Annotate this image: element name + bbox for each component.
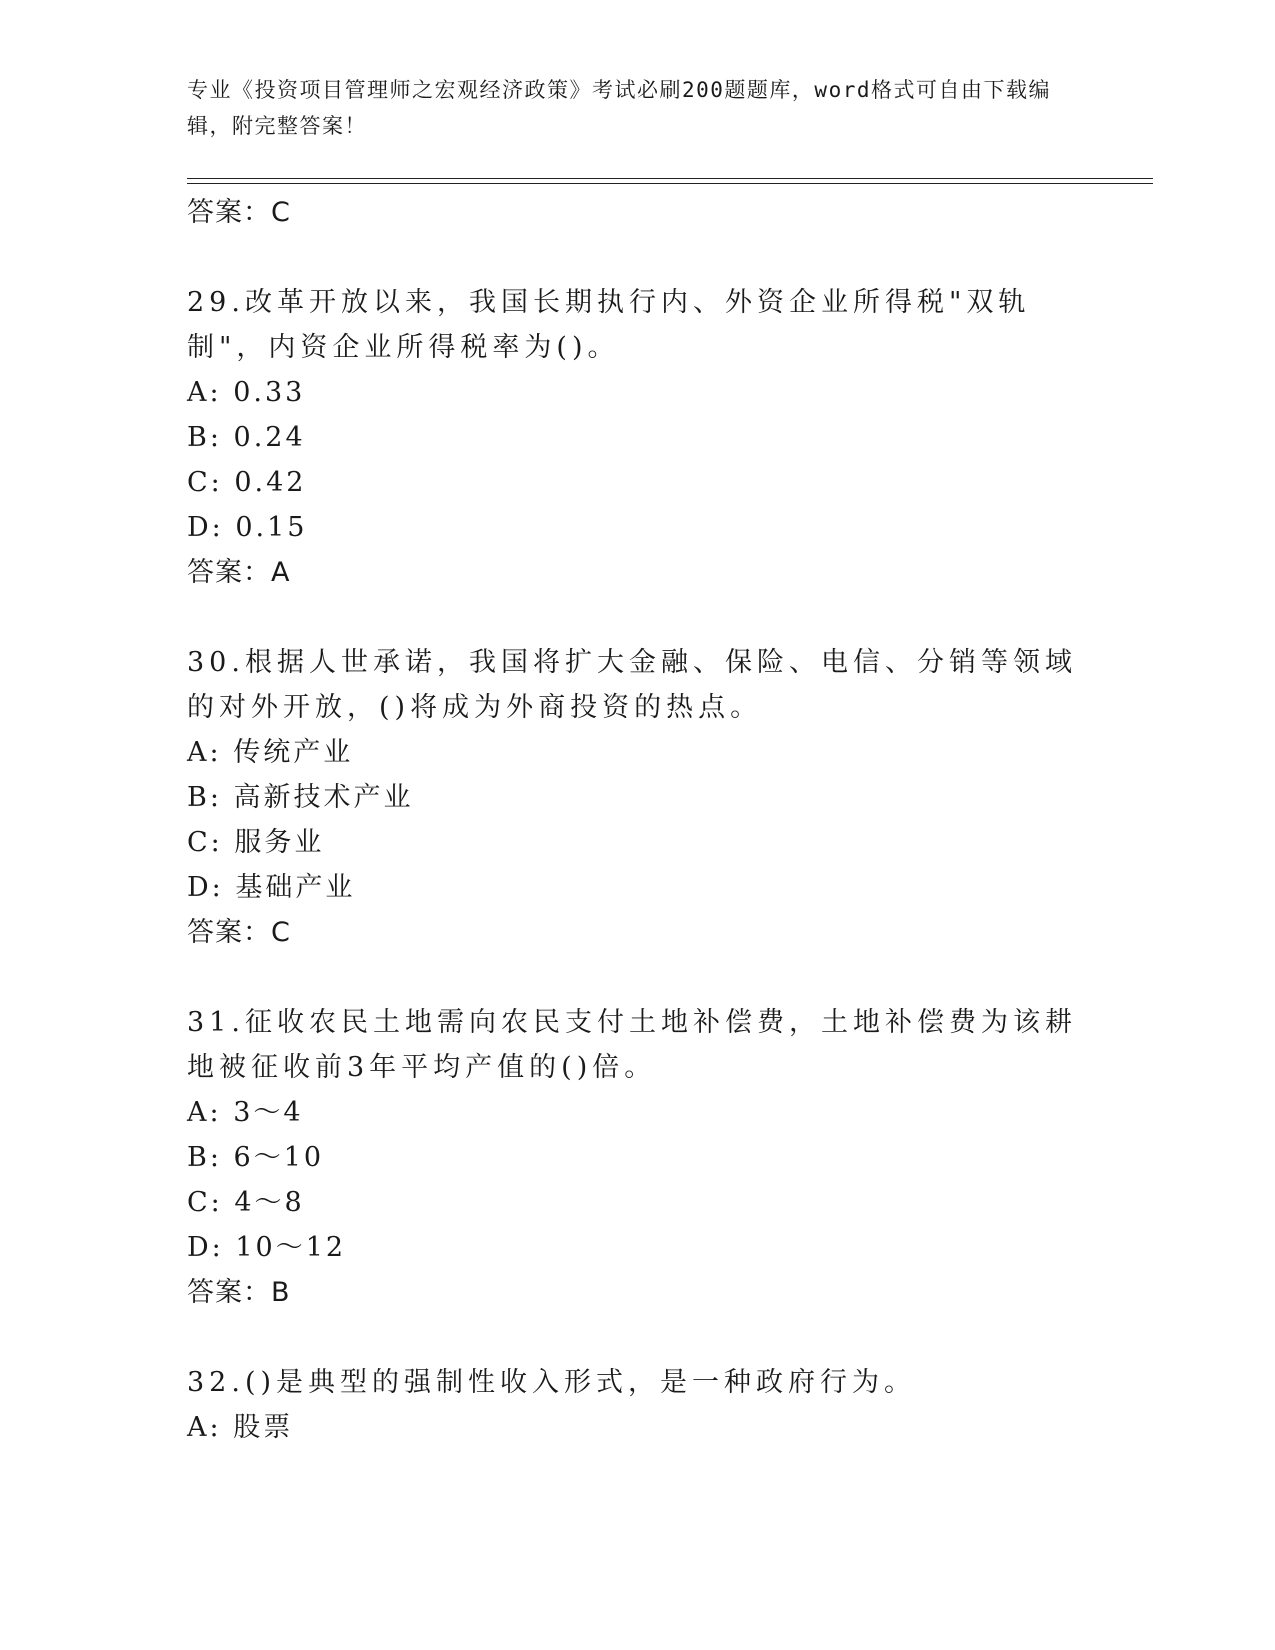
option-a [187, 370, 1087, 415]
option-key: B: [187, 422, 222, 453]
option-key: A: [187, 377, 222, 408]
question-32 [187, 1360, 1087, 1450]
option-value: 0.15 [235, 512, 308, 543]
question-30 [187, 640, 1087, 955]
option-value: 传统产业 [233, 737, 354, 768]
option-key: A: [187, 737, 222, 768]
option-a [187, 730, 1087, 775]
option-key: A: [187, 1097, 222, 1128]
option-key: D: [187, 512, 224, 543]
option-key: C: [187, 827, 223, 858]
option-d [187, 505, 1087, 550]
question-list [187, 190, 1087, 1450]
option-c [187, 460, 1087, 505]
header-divider-line [187, 178, 1153, 179]
option-value: 基础产业 [235, 872, 356, 903]
question-stem: 30.根据人世承诺，我国将扩大金融、保险、电信、分销等领域的对外开放，()将成为外商投资的热点。 [187, 647, 1077, 723]
option-value: 0.42 [234, 467, 307, 498]
question-stem: 29.改革开放以来，我国长期执行内、外资企业所得税"双轨制"，内资企业所得税率为()。 [187, 287, 1031, 363]
option-value: 0.33 [233, 377, 306, 408]
option-key: D: [187, 1232, 224, 1263]
answer-line: 答案：B [187, 1277, 291, 1308]
option-value: 0.24 [233, 422, 306, 453]
option-value: 6～10 [233, 1142, 325, 1173]
question-stem: 31.征收农民土地需向农民支付土地补偿费，土地补偿费为该耕地被征收前3年平均产值的()倍。 [187, 1007, 1077, 1083]
option-b [187, 1135, 1087, 1180]
option-a [187, 1090, 1087, 1135]
option-c [187, 820, 1087, 865]
option-key: C: [187, 467, 223, 498]
option-b [187, 775, 1087, 820]
answer-line: 答案：C [187, 917, 291, 948]
question-31 [187, 1000, 1087, 1315]
previous-answer: 答案：C [187, 197, 291, 228]
question-stem: 32.()是典型的强制性收入形式，是一种政府行为。 [187, 1367, 917, 1398]
option-value: 3～4 [233, 1097, 304, 1128]
header-divider-line-double [187, 183, 1153, 184]
answer-line: 答案：A [187, 557, 291, 588]
option-d [187, 1225, 1087, 1270]
option-value: 4～8 [234, 1187, 305, 1218]
option-key: A: [187, 1412, 222, 1443]
option-value: 服务业 [234, 827, 325, 858]
option-key: C: [187, 1187, 223, 1218]
option-a [187, 1405, 1087, 1450]
option-key: D: [187, 872, 224, 903]
option-value: 高新技术产业 [233, 782, 414, 813]
option-value: 10～12 [235, 1232, 347, 1263]
option-key: B: [187, 1142, 222, 1173]
option-b [187, 415, 1087, 460]
option-c [187, 1180, 1087, 1225]
option-key: B: [187, 782, 222, 813]
option-value: 股票 [233, 1412, 294, 1443]
document-header: 专业《投资项目管理师之宏观经济政策》考试必刷200题题库，word格式可自由下载编辑，附完整答案！ [187, 78, 1051, 138]
question-29 [187, 280, 1087, 595]
option-d [187, 865, 1087, 910]
